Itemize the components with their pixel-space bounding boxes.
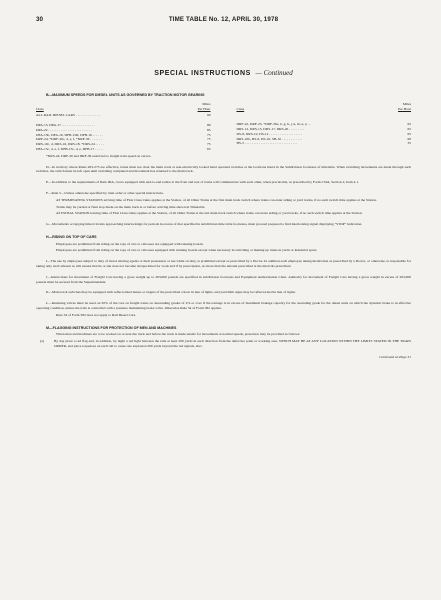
instruction-m-intro: When men and machines are to be worked on or near the track and before the track is made unsafe for movements at normal speeds, protection may be provided as follows:	[56, 332, 301, 337]
speed-table-heading: B—MAXIMUM SPEEDS FOR DIESEL UNITS AS GOVERNED BY TRACTION MOTOR GEARING	[46, 92, 205, 97]
unit-class: DRF-24, *DRF-30c, d, e, f, *DRF-36 . . . . . . .	[36, 137, 102, 142]
max-speed: 75	[206, 142, 211, 147]
instruction-d: D—In territory where Rules 263-275 are effective, trains must not clear the main track at non-electrically locked hand operated switches at the locations listed in the Subdivision footnotes of timetable. When switching movements are made through such switches, the switch must be left open until switching completed and movement has returned to the main track.	[36, 164, 411, 174]
instruction-f-yarded: Trains may be yarded or final stop made on the main track at or before arriving time shown in Timetable.	[56, 204, 206, 209]
max-speed: 65	[206, 147, 211, 152]
page-header	[36, 16, 411, 25]
instruction-h-running-boards: Employees are prohibited from riding on the tops of cars or cabooses equipped with running boards except when necessary in switching or making up trains in yards or industrial spurs.	[56, 248, 318, 253]
max-speed: 60	[407, 136, 411, 141]
unit-class: DFA-15b, DFA-16, DFB-15R, DFB-16 . . . . . .	[36, 132, 103, 137]
class-header: Class	[36, 106, 44, 111]
max-speed: 35	[407, 141, 411, 146]
max-speed: 90	[206, 113, 211, 118]
item-label: (a)	[40, 339, 44, 344]
miles-per-hour-header	[198, 102, 211, 112]
section-title-main: SPECIAL INSTRUCTIONS	[154, 69, 251, 77]
table-row	[36, 113, 211, 118]
max-speed: 85	[206, 127, 211, 132]
timetable-title: TIME TABLE No. 12, APRIL 30, 1978	[168, 16, 279, 23]
speed-table-right-column	[237, 102, 412, 152]
instruction-m-item-a	[40, 339, 411, 349]
instruction-h-tops: Employees are prohibited from riding on the tops of cars or cabooses not equipped with running boards.	[56, 241, 204, 246]
instruction-h-heading: H—RIDING ON TOP OF CARS	[46, 234, 97, 239]
table-row	[36, 147, 211, 152]
instruction-l-rdc: Rule 34 of Form 582 does not apply to Rail Diesel Cars.	[56, 312, 136, 317]
max-speed: 65	[407, 122, 411, 127]
unit-class: DRF-22, DRF-25, *DRF-30a, b, g, h, j, k, m, n, p . .	[236, 122, 311, 127]
per-hour-header: Per Hour	[197, 106, 211, 111]
continued-note: Continued on Page 31	[379, 354, 411, 359]
instruction-i: I—The use by employees subject to duty of mood altering agents or their possession or use while on duty, is prohibited except as prescribed by a Doctor. In addition each employee taking medication as prescribed by a Doctor, or otherwise, is responsible for taking only such amount as will ensure that he or she does not become incapacitated for work and if by prescription, no more than the amount prescribed at the intervals prescribed.	[36, 259, 411, 269]
instruction-m-heading: M—FLAGGING INSTRUCTIONS FOR PROTECTION OF MEN AND MACHINES	[46, 325, 177, 330]
column-spacer	[237, 113, 412, 122]
instruction-f-terminating: AT TERMINATING STATIONS arriving time of First Class trains applies at the Station, of all Other Trains at the first main track switch where trains can enter siding or yard tracks, if no such switch time applies at the Station.	[56, 197, 377, 202]
speed-table-left-column	[36, 102, 211, 152]
table-row	[237, 141, 412, 146]
speed-table-note: *DRS-24, DRF-30 and DRF-36 restricted to freight train speed on curves.	[46, 153, 152, 158]
unit-class: DFA-15c, d, e, f, DFB-15c, d, e, DFB-17 . . . . .	[36, 147, 104, 152]
max-speed: 65	[407, 127, 411, 132]
item-text: By day place a red flag and, in addition, by night a red light between the rails at least 200 yards in each direction from the defective point or working area, WHICH MAY BE AT ANY LOCATION WITHIN THE LIMITS STATED IN THE TRAIN ORDER, and place torpedoes on each rail to cause one explosion 200 yards beyond the red signals, also;	[54, 339, 411, 348]
unit-class: DPA-22 . . . . . . . . . . . . . . . . . . . . . . . . .	[36, 127, 92, 132]
max-speed: 75	[206, 137, 211, 142]
class-header: Class	[236, 106, 245, 111]
per-hour-header: Per Hour	[398, 106, 411, 111]
instruction-f: F—Rule 5—Unless otherwise specified by train order or other special instructions.	[46, 190, 164, 195]
speed-table-header	[36, 102, 211, 112]
unit-class: DPA-15, DPA-17 . . . . . . . . . . . . . . . . . . .	[36, 123, 95, 128]
miles-header: Miles	[202, 101, 211, 106]
miles-header: Miles	[402, 101, 411, 106]
unit-class: DRS-12, DRS-15, DRS-17, DRS-20 . . . . . . . . .	[236, 127, 305, 132]
speed-table-header	[237, 102, 412, 112]
instruction-j: J—Instructions for movement of Freight Cars having a gross weight up to 263,000 pounds are specified in subdivision footnotes and Equipment Authorization Chart. Authority for movement of Freight Cars having a gross weight in excess of 263,000 pounds must be secured from the Superintendent.	[36, 274, 411, 284]
unit-class: HS-5 . . . . . . . . . . . . . . . . . . . . . . . . . . . . . .	[236, 141, 298, 146]
miles-per-hour-header	[398, 102, 411, 112]
section-title-suffix: — Continued	[255, 68, 293, 77]
page-number: 30	[36, 16, 44, 23]
max-speed: 75	[206, 132, 211, 137]
unit-class: DS-8, DRS-10, DS-12 . . . . . . . . . . . . . . . . . . .	[236, 131, 303, 136]
unit-class: DRS-10b, DS-6, DS-10, SB-10 . . . . . . . . . . . .	[236, 136, 303, 141]
instruction-g: G—Movements occupying timed circuits approaching interlockings for periods in excess of that specified in subdivision time table footnotes, must proceed prepared to find interlocking signal displaying "STOP" indication.	[46, 222, 363, 227]
max-speed: 65	[407, 131, 411, 136]
speed-table	[36, 102, 411, 152]
unit-class: ALL RAIL DIESEL CARS . . . . . . . . . . . . . .	[36, 113, 100, 118]
unit-class: DRS-10c, d, DRS-16, DRS-18, *DRS-24 . . . . .	[36, 142, 104, 147]
instruction-e: E—In addition to the requirements of Rule 90A, crews equipped with end-to-end radios at the front and rear of trains will communicate with each other, when practicable, as prescribed by Form CS44, Section 2, Item 4.1.	[46, 180, 359, 185]
instruction-l: L—Retaining valves must be used on 50% of the cars on freight trains on descending grades of 2% or over if the tonnage is in excess of maximum brakage capacity for the ascending grade for the diesel units on which the dynamic brake is in effective operating condition, unless the train is controlled with a pressure maintaining brake valve. Otherwise Rule 34 of Form 582 applies.	[36, 301, 411, 310]
instruction-k: K—Main track switches may be equipped with reflectorized lenses or targets of the prescribed colour in lieu of lights, and yard limit signs may be reflectorized in lieu of lights.	[46, 290, 296, 295]
instruction-f-initial: AT INITIAL STATION leaving time of First Class trains applies at the Station, of all Other Trains at the last main track switch where trains can leave siding or yard tracks, if no such switch time applies at the Station.	[56, 211, 363, 216]
max-speed: 89	[206, 123, 211, 128]
section-title	[36, 69, 411, 78]
